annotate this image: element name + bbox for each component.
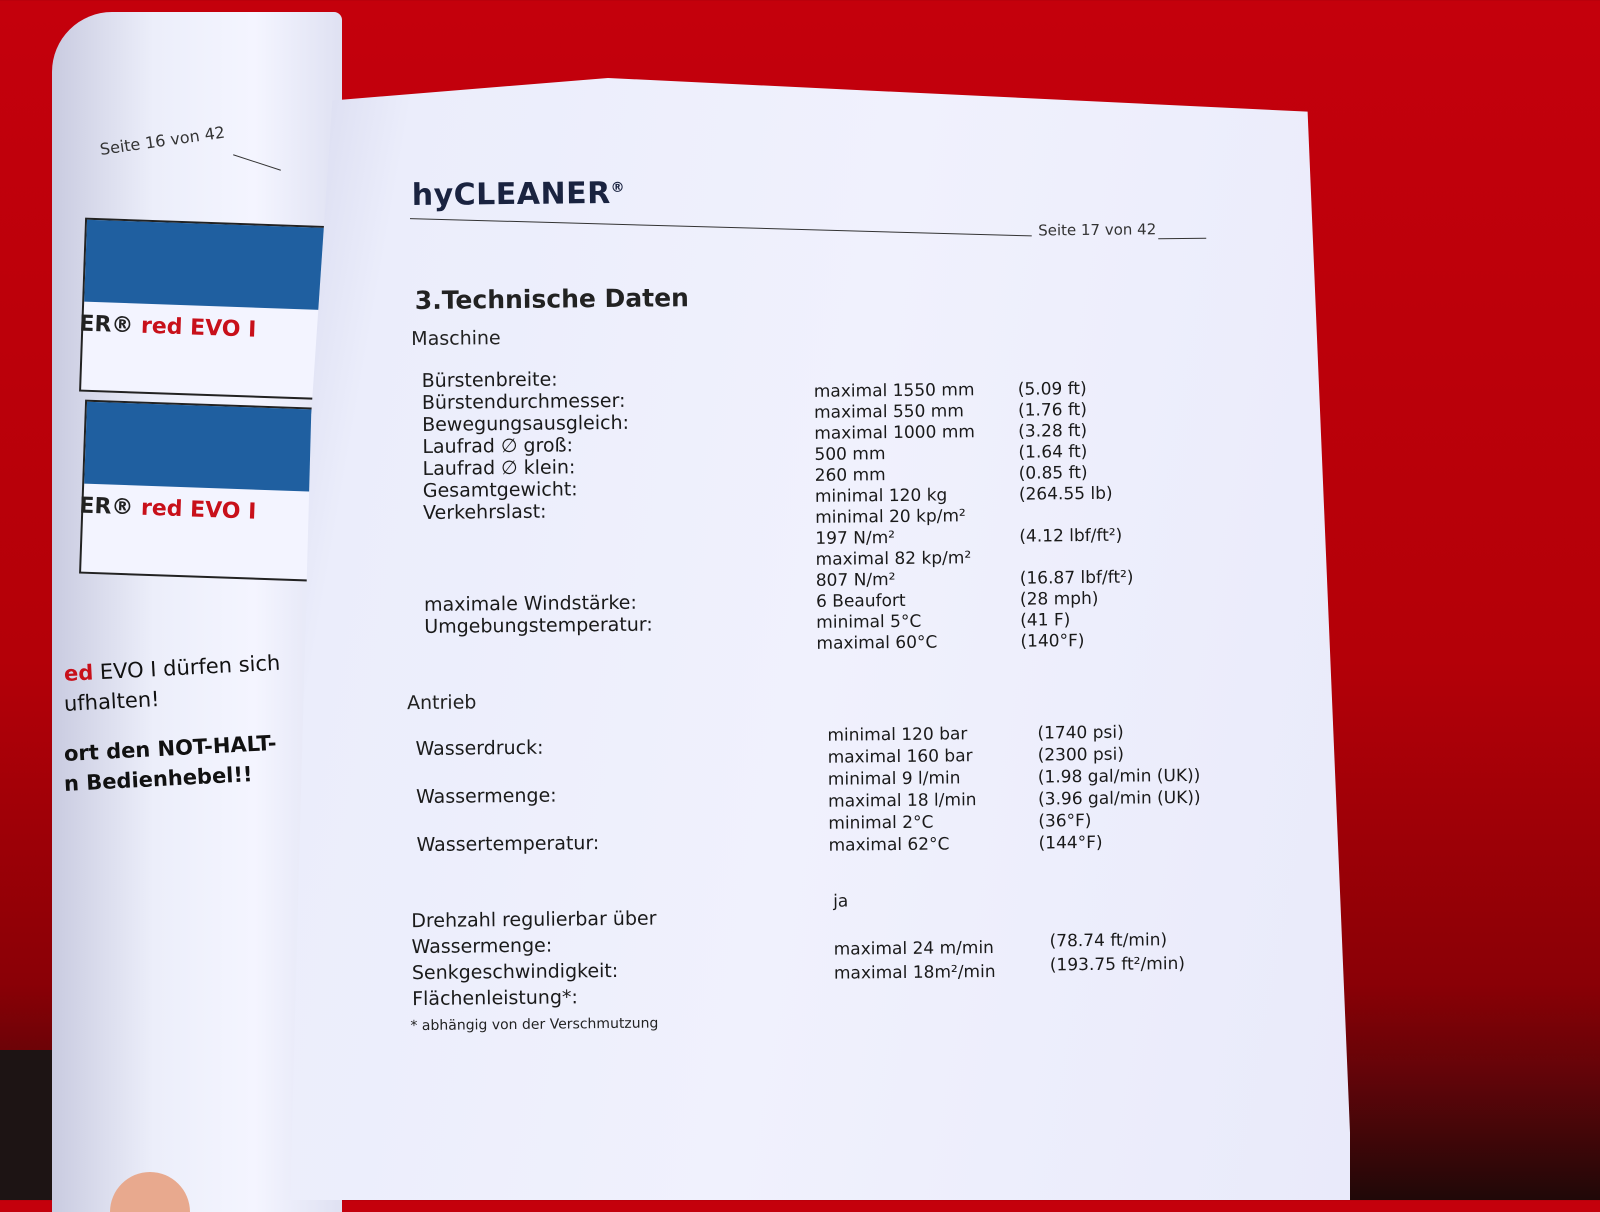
spec-conversion: (140°F) (1020, 631, 1085, 652)
section-title: 3.Technische Daten (414, 283, 690, 316)
spec-value: minimal 120 bar (827, 724, 968, 746)
spec-conversion: (3.96 gal/min (UK)) (1037, 787, 1201, 810)
spec-value: maximal 1000 mm (814, 422, 976, 444)
spec-label: Bürstenbreite: (421, 368, 558, 392)
spec-value: 260 mm (814, 465, 886, 486)
spec-label: Senkgeschwindigkeit: (411, 959, 619, 985)
spec-label: Umgebungstemperatur: (424, 613, 653, 638)
spec-value: maximal 160 bar (827, 746, 973, 768)
spec-conversion: (1740 psi) (1037, 722, 1124, 744)
product-box-2-model: red EVO I (132, 495, 257, 525)
spec-conversion: (264.55 lb) (1018, 483, 1113, 505)
warning-line-1-rest: EVO I dürfen sich (92, 650, 281, 685)
spec-label: Wasserdruck: (415, 736, 544, 761)
spec-value: maximal 60°C (816, 632, 938, 654)
spec-value: minimal 5°C (816, 611, 922, 633)
spec-label: Bürstendurchmesser: (421, 389, 626, 414)
spec-conversion: (41 F) (1020, 610, 1071, 631)
spec-value: 807 N/m² (815, 569, 896, 591)
spec-value: minimal 2°C (828, 812, 934, 834)
spec-conversion: (16.87 lbf/ft²) (1019, 567, 1134, 589)
spec-value: maximal 82 kp/m² (815, 548, 972, 570)
spec-conversion: (36°F) (1038, 810, 1092, 832)
brand-logo (412, 176, 626, 213)
spec-label: Wassermenge: (411, 934, 553, 959)
warning-line-1-red: ed (63, 660, 94, 686)
spec-value: 500 mm (814, 444, 886, 465)
spec-conversion: (144°F) (1038, 832, 1103, 854)
spec-conversion: (0.85 ft) (1018, 462, 1088, 484)
brand-name: hyCLEANER (411, 175, 611, 214)
spec-label: Laufrad ∅ klein: (422, 456, 576, 480)
spec-label: Gesamtgewicht: (422, 478, 578, 502)
spec-label: maximale Windstärke: (423, 591, 637, 616)
spec-label: Verkehrslast: (422, 500, 547, 524)
spec-conversion: (2300 psi) (1037, 744, 1125, 766)
product-box-1-model: red EVO I (132, 313, 257, 343)
spec-value: maximal 18 l/min (828, 790, 977, 812)
spec-conversion: (1.98 gal/min (UK)) (1037, 765, 1201, 788)
subsection-maschine: Maschine (411, 327, 501, 351)
warning-line-2: ufhalten! (63, 687, 161, 716)
spec-value: maximal 24 m/min (833, 937, 995, 960)
spec-conversion: (1.76 ft) (1017, 399, 1088, 421)
spec-conversion: (28 mph) (1019, 588, 1099, 610)
page-number: Seite 17 von 42 (1038, 220, 1157, 240)
page-number-line (1158, 238, 1206, 240)
spec-conversion: (78.74 ft/min) (1049, 930, 1168, 952)
spec-value: minimal 9 l/min (827, 768, 961, 790)
left-page-number: Seite 16 von 42 (98, 122, 227, 159)
spec-label: Wassermenge: (415, 784, 557, 809)
spec-label: Drehzahl regulierbar über (411, 907, 657, 933)
spec-value: maximal 62°C (828, 834, 950, 856)
warning-line-4: n Bedienhebel!! (63, 762, 254, 796)
spec-label: Flächenleistung*: (412, 986, 578, 1011)
spec-label: Bewegungsausgleich: (422, 411, 630, 436)
subsection-antrieb: Antrieb (406, 691, 477, 715)
header-rule (410, 218, 1032, 236)
spec-value: 6 Beaufort (815, 590, 906, 612)
spec-value: 197 N/m² (815, 528, 896, 549)
spec-label: Laufrad ∅ groß: (422, 434, 574, 458)
spec-value: minimal 120 kg (814, 485, 948, 507)
spec-value: maximal 550 mm (813, 401, 964, 423)
spec-value: ja (833, 891, 849, 912)
brand-trademark: ® (610, 179, 626, 196)
spec-conversion: (4.12 lbf/ft²) (1019, 525, 1123, 547)
spec-value: maximal 18m²/min (833, 961, 996, 984)
spec-label: Wassertemperatur: (416, 832, 600, 857)
spec-conversion: (193.75 ft²/min) (1049, 953, 1186, 976)
product-box-1-brand: ER® (78, 311, 134, 339)
warning-line-3: ort den NOT-HALT- (63, 730, 278, 766)
spec-value: maximal 1550 mm (813, 380, 975, 402)
spec-conversion: (1.64 ft) (1018, 441, 1088, 463)
spec-conversion: (3.28 ft) (1018, 420, 1088, 442)
product-box-2-brand: ER® (78, 493, 134, 521)
spec-value: minimal 20 kp/m² (815, 506, 966, 528)
spec-conversion: (5.09 ft) (1017, 378, 1087, 400)
footnote: * abhängig von der Verschmutzung (410, 1015, 659, 1035)
